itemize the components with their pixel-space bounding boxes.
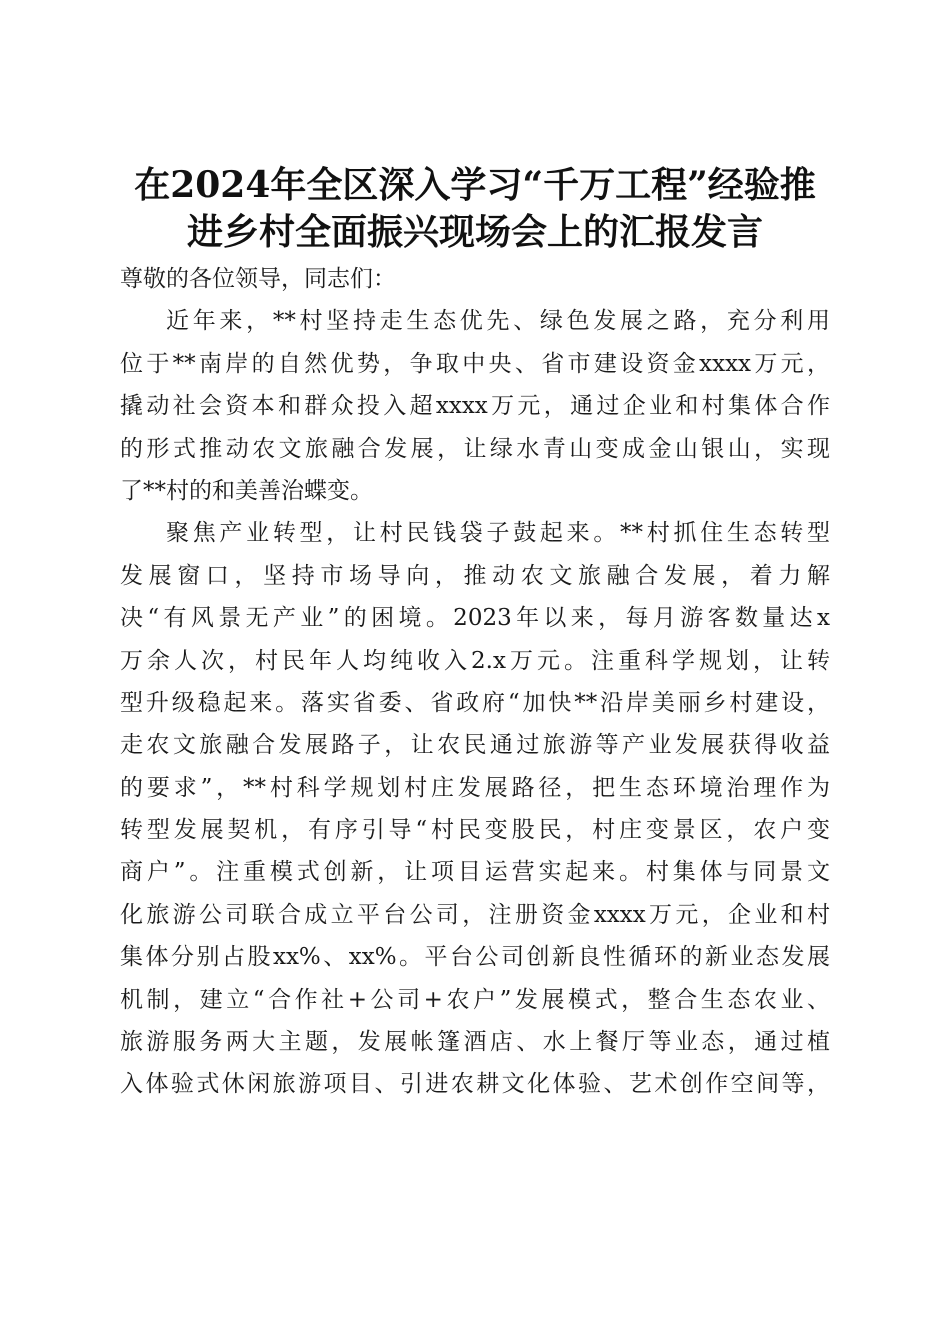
paragraph-line: 聚焦产业转型，让村民钱袋子鼓起来。**村抓住生态转型 <box>166 520 830 547</box>
paragraph-line: 走农文旅融合发展路子，让农民通过旅游等产业发展获得收益 <box>120 732 830 759</box>
paragraph-line: 商户”。注重模式创新，让项目运营实起来。村集体与同景文 <box>120 859 830 886</box>
paragraph-line: 撬动社会资本和群众投入超xxxx万元，通过企业和村集体合作 <box>120 393 830 420</box>
paragraph-line: 万余人次，村民年人均纯收入2.x万元。注重科学规划，让转 <box>120 647 830 674</box>
paragraph-line: 入体验式休闲旅游项目、引进农耕文化体验、艺术创作空间等， <box>120 1071 830 1098</box>
paragraph-line: 旅游服务两大主题，发展帐篷酒店、水上餐厅等业态，通过植 <box>120 1029 830 1056</box>
paragraph-line: 决“有风景无产业”的困境。2023年以来，每月游客数量达x <box>120 605 830 632</box>
paragraph-line: 型升级稳起来。落实省委、省政府“加快**沿岸美丽乡村建设， <box>120 689 830 716</box>
title-line-2: 进乡村全面振兴现场会上的汇报发言 <box>186 211 763 254</box>
salutation: 尊敬的各位领导，同志们： <box>120 266 396 292</box>
paragraph-1 <box>120 300 830 512</box>
paragraph-line: 的要求”，**村科学规划村庄发展路径，把生态环境治理作为 <box>120 774 830 801</box>
paragraph-line: 近年来，**村坚持走生态优先、绿色发展之路，充分利用 <box>166 308 830 335</box>
paragraph-line: 发展窗口，坚持市场导向，推动农文旅融合发展，着力解 <box>120 562 830 589</box>
paragraph-line: 位于**南岸的自然优势，争取中央、省市建设资金xxxx万元， <box>120 350 830 377</box>
paragraph-line: 机制，建立“合作社+公司+农户”发展模式，整合生态农业、 <box>120 986 830 1013</box>
paragraph-line: 的形式推动农文旅融合发展，让绿水青山变成金山银山，实现 <box>120 435 830 462</box>
paragraph-line: 化旅游公司联合成立平台公司，注册资金xxxx万元，企业和村 <box>120 901 830 928</box>
paragraph-line: 转型发展契机，有序引导“村民变股民，村庄变景区，农户变 <box>120 817 830 844</box>
document-title <box>100 162 850 256</box>
paragraph-2 <box>120 512 830 1105</box>
paragraph-line: 集体分别占股xx%、xx%。平台公司创新良性循环的新业态发展 <box>120 944 830 971</box>
document-body <box>120 258 830 1106</box>
paragraph-line: 了**村的和美善治蝶变。 <box>120 477 373 504</box>
title-line-1: 在2024年全区深入学习“千万工程”经验推 <box>134 164 816 207</box>
